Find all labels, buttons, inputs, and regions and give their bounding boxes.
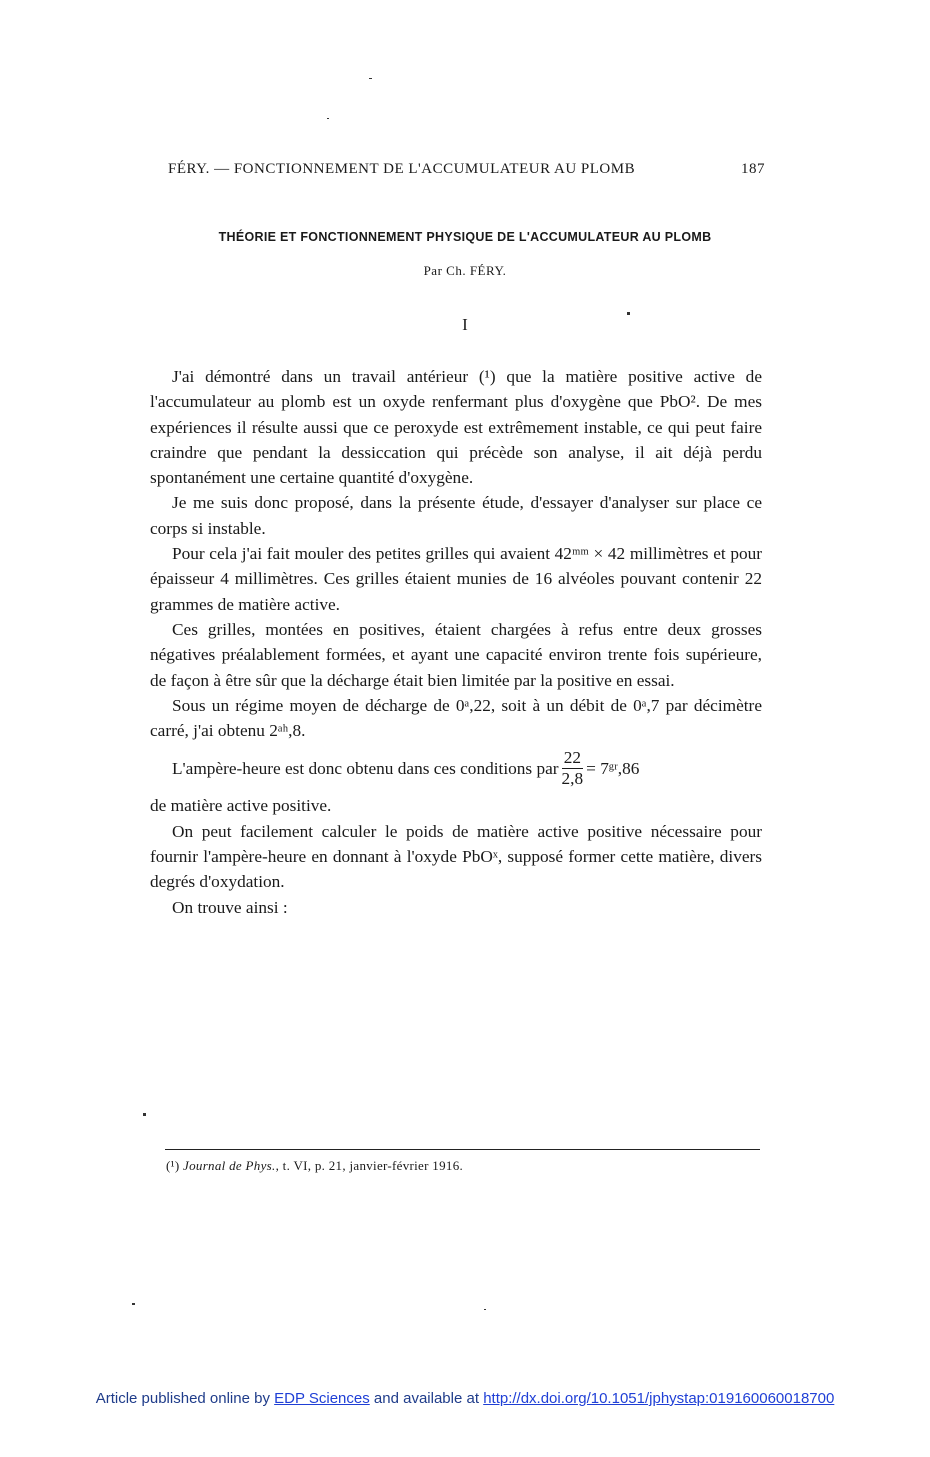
publisher-link[interactable]: EDP Sciences bbox=[274, 1390, 370, 1407]
scan-speck bbox=[369, 78, 372, 79]
scan-speck bbox=[327, 118, 329, 119]
page-number: 187 bbox=[741, 161, 765, 177]
fraction-numerator: 22 bbox=[563, 747, 581, 767]
paragraph: On trouve ainsi : bbox=[172, 897, 288, 917]
footnote-journal: Journal de Phys. bbox=[183, 1158, 276, 1173]
banner-middle: and available at bbox=[373, 1390, 480, 1407]
running-head-text: FÉRY. — FONCTIONNEMENT DE L'ACCUMULATEUR AU PLOMB bbox=[168, 161, 636, 177]
fraction-denominator: 2,8 bbox=[561, 768, 584, 788]
footnote-marker: (¹) bbox=[166, 1158, 180, 1173]
formula-result: = 7ᵍʳ,86 bbox=[586, 758, 640, 778]
formula-lead: L'ampère-heure est donc obtenu dans ces conditions par bbox=[172, 758, 559, 778]
scan-speck bbox=[143, 1113, 146, 1116]
footnote-rule bbox=[165, 1149, 760, 1150]
article-body bbox=[150, 364, 762, 920]
scan-speck bbox=[484, 1309, 486, 1310]
banner-prefix: Article published online by bbox=[95, 1390, 270, 1407]
footnote bbox=[166, 1158, 463, 1174]
scan-speck bbox=[132, 1303, 135, 1305]
paragraph: J'ai démontré dans un travail antérieur (¹) que la matière positive active de l'accumulateur au plomb est un oxyde renfermant plus d'oxygène que PbO². De mes expériences il résulte aussi que ce peroxyde est extrêmement instable, ce qui peut faire craindre que pendant la dessiccation qui précède son analyse, il ait déjà perdu spontanément une certaine quantité d'oxygène. bbox=[150, 367, 762, 488]
scan-speck bbox=[627, 312, 630, 315]
paragraph: Pour cela j'ai fait mouler des petites grilles qui avaient 42ᵐᵐ × 42 millimètres et pour épaisseur 4 millimètres. Ces grilles étaient munies de 16 alvéoles pouvant contenir 22 grammes de matière active. bbox=[150, 544, 762, 614]
paragraph: Je me suis donc proposé, dans la présente étude, d'essayer d'analyser sur place ce corps si instable. bbox=[150, 493, 762, 538]
paragraph: Ces grilles, montées en positives, étaient chargées à refus entre deux grosses négatives préalablement formées, et ayant une capacité environ trente fois supérieure, de façon à être sûr que la décharge était bien limitée par la positive en essai. bbox=[150, 619, 762, 690]
section-number: I bbox=[462, 315, 468, 334]
footnote-details: , t. VI, p. 21, janvier-février 1916. bbox=[275, 1158, 464, 1173]
fraction bbox=[562, 748, 584, 789]
formula-line bbox=[150, 743, 762, 793]
byline: Par Ch. FÉRY. bbox=[423, 263, 507, 278]
publication-banner bbox=[0, 1390, 930, 1407]
running-head bbox=[168, 161, 765, 178]
paragraph: de matière active positive. bbox=[150, 796, 332, 816]
doi-link[interactable]: http://dx.doi.org/10.1051/jphystap:019160060018700 bbox=[483, 1390, 835, 1407]
paragraph: On peut facilement calculer le poids de matière active positive nécessaire pour fournir l'ampère-heure en donnant à l'oxyde PbOˣ, supposé former cette matière, divers degrés d'oxydation. bbox=[150, 821, 762, 892]
paragraph: Sous un régime moyen de décharge de 0ᵃ,22, soit à un débit de 0ᵃ,7 par décimètre carré, j'ai obtenu 2ᵃʰ,8. bbox=[150, 695, 762, 741]
article-title: THÉORIE ET FONCTIONNEMENT PHYSIQUE DE L'ACCUMULATEUR AU PLOMB bbox=[218, 230, 712, 244]
